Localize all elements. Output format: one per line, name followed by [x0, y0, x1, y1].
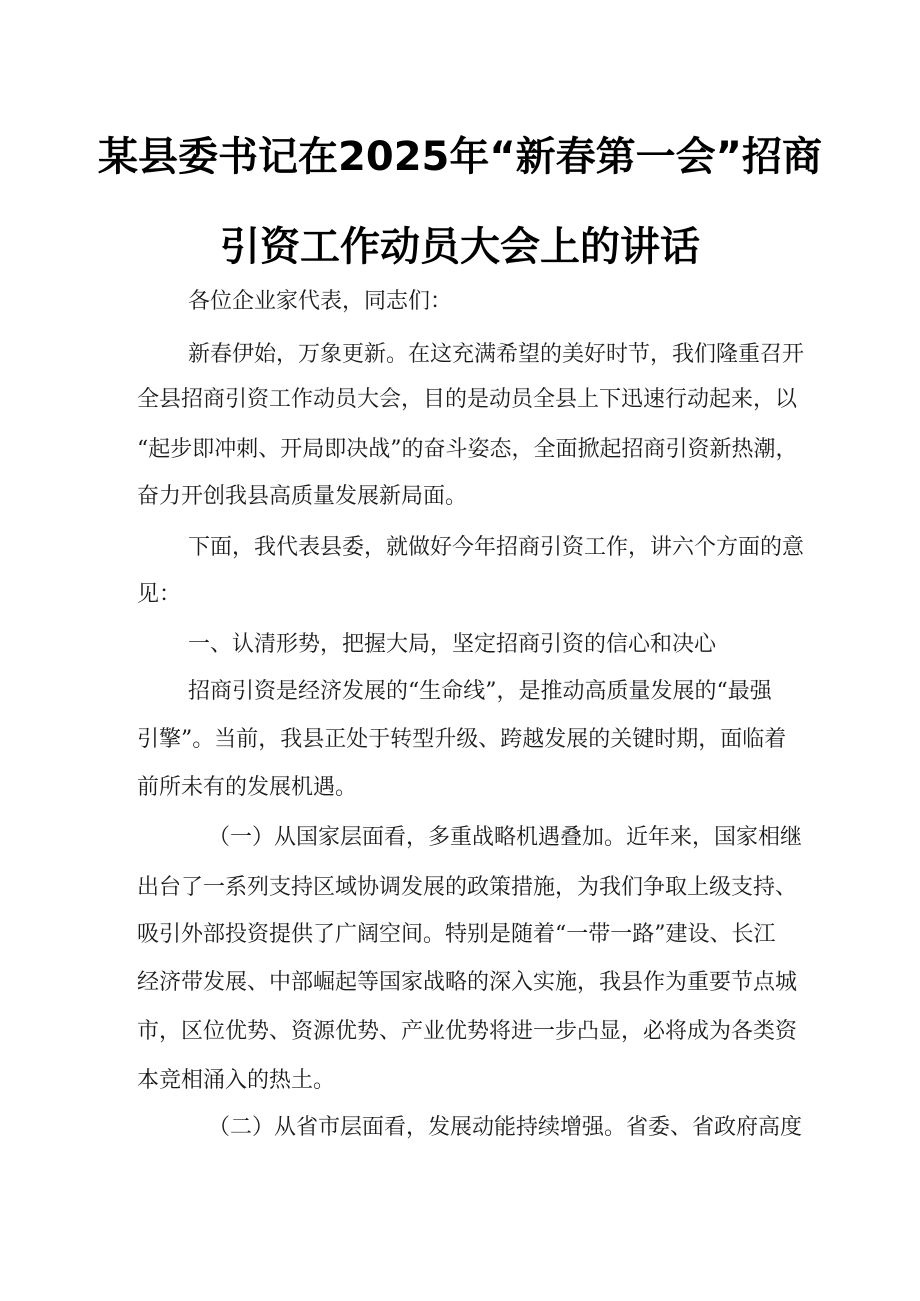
- body-line: 全县招商引资工作动员大会，目的是动员全县上下迅速行动起来，以: [137, 387, 798, 412]
- body-line: 前所未有的发展机遇。: [137, 775, 358, 800]
- body-line: 下面，我代表县委，就做好今年招商引资工作，讲六个方面的意: [188, 535, 805, 560]
- body-line: 新春伊始，万象更新。在这充满希望的美好时节，我们隆重召开: [188, 342, 805, 367]
- subsection-line: （一）从国家层面看，多重战略机遇叠加。近年来，国家相继: [208, 825, 803, 850]
- body-line: 市，区位优势、资源优势、产业优势将进一步凸显，必将成为各类资: [137, 1019, 798, 1044]
- body-line: 经济带发展、中部崛起等国家战略的深入实施，我县作为重要节点城: [137, 970, 798, 995]
- body-line: 招商引资是经济发展的“生命线”，是推动高质量发展的“最强: [188, 679, 772, 704]
- body-line: 本竞相涌入的热土。: [137, 1068, 336, 1093]
- document-title-line-2: 引资工作动员大会上的讲话: [220, 224, 700, 270]
- subsection-line: （二）从省市层面看，发展动能持续增强。省委、省政府高度: [208, 1115, 803, 1140]
- body-line: 奋力开创我县高质量发展新局面。: [137, 484, 468, 509]
- salutation: 各位企业家代表，同志们：: [188, 289, 453, 314]
- document-title-line-1: 某县委书记在2025年“新春第一会”招商: [98, 134, 822, 180]
- body-line: 见：: [137, 582, 182, 607]
- body-line: 引擎”。当前，我县正处于转型升级、跨越发展的关键时期，面临着: [137, 727, 787, 752]
- section-heading: 一、认清形势，把握大局，坚定招商引资的信心和决心: [188, 632, 717, 657]
- body-line: 吸引外部投资提供了广阔空间。特别是随着“一带一路”建设、长江: [137, 922, 776, 947]
- body-line: 出台了一系列支持区域协调发展的政策措施，为我们争取上级支持、: [137, 875, 798, 900]
- body-line: “起步即冲刺、开局即决战”的奋斗姿态，全面掀起招商引资新热潮，: [137, 437, 798, 462]
